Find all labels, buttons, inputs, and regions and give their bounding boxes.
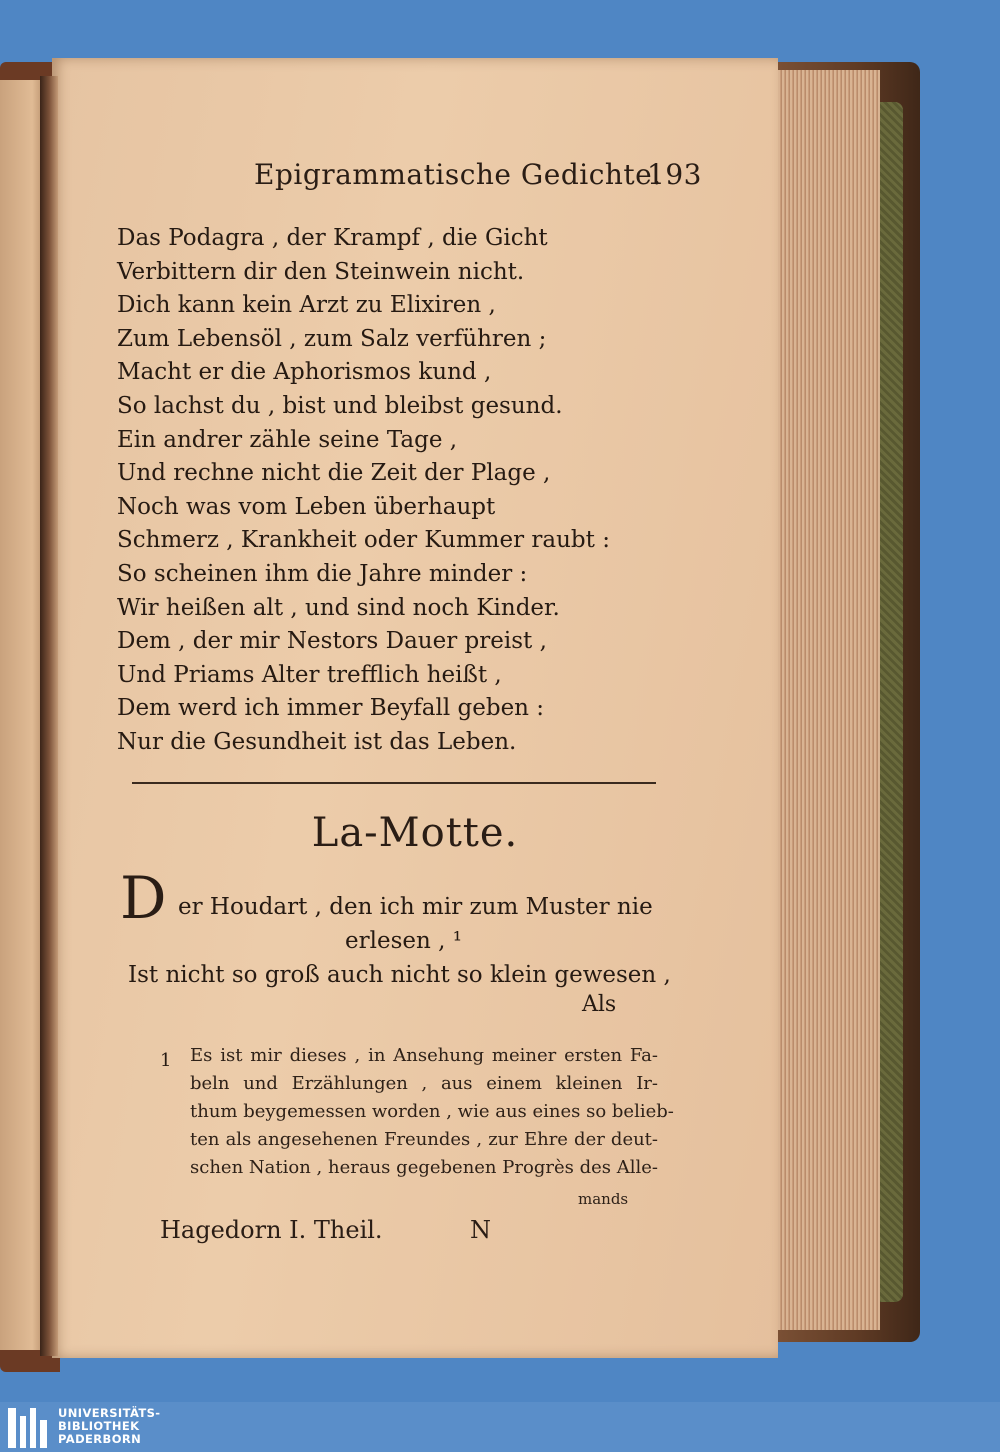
poem-line: Dem , der mir Nestors Dauer preist , xyxy=(117,628,547,655)
poem-line: Dich kann kein Arzt zu Elixiren , xyxy=(117,292,496,319)
library-name-line: UNIVERSITÄTS- xyxy=(58,1406,161,1420)
footnote-catchword: mands xyxy=(578,1190,629,1208)
poem-line: Dem werd ich immer Beyfall geben : xyxy=(117,695,545,722)
verse-line: er Houdart , den ich mir zum Muster nie xyxy=(178,894,653,920)
poem-line: Und Priams Alter trefflich heißt , xyxy=(117,661,502,688)
signature-mark: N xyxy=(470,1216,491,1244)
verse-line-continuation: erlesen , ¹ xyxy=(345,928,462,954)
poem-stanza xyxy=(117,222,637,760)
poem-line: Und rechne nicht die Zeit der Plage , xyxy=(117,460,551,487)
footnote-line: Es ist mir dieses , in Ansehung meiner ersten Fa- xyxy=(190,1045,658,1066)
catchword: Als xyxy=(582,992,617,1017)
library-name xyxy=(58,1407,160,1446)
drop-cap: D xyxy=(120,864,167,932)
footnote-line: schen Nation , heraus gegebenen Progrès des Alle- xyxy=(190,1157,658,1178)
poem-line: Zum Lebensöl , zum Salz verführen ; xyxy=(117,325,547,352)
poem-line: Macht er die Aphorismos kund , xyxy=(117,359,492,386)
poem-line: So scheinen ihm die Jahre minder : xyxy=(117,560,528,587)
section-title: La-Motte. xyxy=(311,810,519,856)
poem-line: Wir heißen alt , und sind noch Kinder. xyxy=(117,594,560,621)
library-footer xyxy=(0,1402,1000,1452)
poem-line: Ein andrer zähle seine Tage , xyxy=(117,426,458,453)
library-name-line: PADERBORN xyxy=(58,1432,142,1446)
poem-line: Nur die Gesundheit ist das Leben. xyxy=(117,728,517,755)
footnote-marker: 1 xyxy=(160,1050,172,1071)
footnote-line: ten als angesehenen Freundes , zur Ehre der deut- xyxy=(190,1129,658,1150)
poem-line: Noch was vom Leben überhaupt xyxy=(117,493,496,520)
verse-line: Ist nicht so groß auch nicht so klein gewesen , xyxy=(128,962,671,988)
poem-line: Verbittern dir den Steinwein nicht. xyxy=(117,258,525,285)
library-logo-icon xyxy=(6,1406,50,1450)
poem-line: Das Podagra , der Krampf , die Gicht xyxy=(117,225,548,251)
section-divider xyxy=(132,782,656,784)
footnote-line: beln und Erzählungen , aus einem kleinen Ir- xyxy=(190,1073,658,1094)
page-number: 193 xyxy=(647,158,702,191)
footnote-line: thum beygemessen worden , wie aus eines so belieb- xyxy=(190,1101,674,1122)
signature-line: Hagedorn I. Theil. xyxy=(160,1216,383,1244)
header-title: Epigrammatische Gedichte. xyxy=(254,158,662,191)
book-page xyxy=(52,58,778,1358)
book-gutter xyxy=(40,76,58,1356)
page-block-edges xyxy=(770,70,880,1330)
poem-line: Schmerz , Krankheit oder Kummer raubt : xyxy=(117,527,610,554)
library-name-line: BIBLIOTHEK xyxy=(58,1419,140,1433)
footnote xyxy=(190,1042,674,1182)
poem-line: So lachst du , bist und bleibst gesund. xyxy=(117,392,563,419)
